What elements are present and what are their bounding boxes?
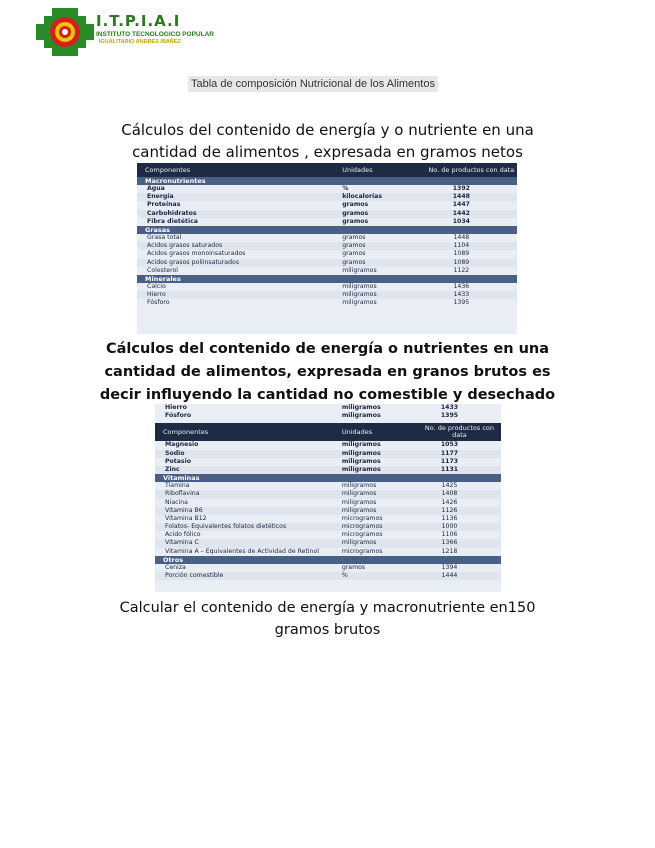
table-cell: 1447	[452, 201, 470, 209]
table-cell: 1395	[440, 412, 459, 420]
heading-line: gramos brutos	[274, 622, 381, 638]
table-row	[155, 531, 501, 539]
table-caption: Tabla de composición Nutricional de los Alimentos	[188, 76, 438, 92]
table-top-rows	[155, 404, 501, 420]
table-cell: 1394	[441, 563, 458, 571]
column-header: Componentes	[145, 166, 191, 174]
table-cell: Sodio	[165, 449, 185, 457]
nutrition-table-image-1	[137, 163, 517, 334]
logo-title: I.T.P.I.A.I	[96, 12, 181, 30]
table-cell: microgramos	[341, 523, 383, 531]
column-header: Componentes	[163, 428, 209, 437]
table-cell: miligramos	[341, 441, 381, 449]
heading-line: Calcular el contenido de energía y macronutriente en150	[119, 600, 536, 616]
table-cell: gramos	[342, 233, 366, 241]
table-cell: miligramos	[342, 282, 377, 290]
column-header: Unidades	[342, 166, 373, 174]
table-row	[155, 564, 501, 572]
table-cell: 1173	[440, 457, 459, 465]
table-cell: %	[341, 572, 348, 579]
column-header: No. de productos con data	[424, 424, 495, 440]
table-cell: gramos	[342, 258, 366, 266]
table-row	[137, 283, 517, 291]
heading-line: cantidad de alimentos , expresada en gramos netos	[132, 143, 523, 161]
table-row	[155, 572, 501, 580]
table-cell: gramos	[342, 250, 366, 258]
heading-line: decir influyendo la cantidad no comestible y desechado	[99, 387, 556, 403]
table-section-header: Grasas	[137, 226, 517, 234]
table-cell: gramos	[342, 201, 369, 209]
table-cell: 1053	[440, 441, 459, 449]
heading-net-grams	[0, 119, 655, 163]
table-cell: Agua	[147, 185, 165, 192]
table-section-header: Macronutrientes	[137, 177, 517, 185]
table-cell: 1408	[441, 490, 458, 498]
heading-line: Cálculos del contenido de energía y o nutriente en una	[121, 121, 534, 139]
table-body	[137, 177, 517, 307]
table-cell: miligramos	[341, 465, 381, 473]
table-cell: Calcio	[147, 282, 166, 290]
table-row	[137, 210, 517, 218]
table-cell: miligramos	[341, 449, 381, 457]
table-cell: miligramos	[341, 412, 381, 420]
table-body	[155, 441, 501, 580]
table-cell: Magnesio	[165, 441, 199, 449]
institute-logo-icon	[34, 6, 96, 58]
table-cell: 1136	[441, 514, 458, 522]
table-cell: 1426	[441, 498, 458, 506]
table-cell: Vitamina C	[165, 539, 199, 547]
table-cell: Ceniza	[165, 563, 186, 571]
table-cell: gramos	[341, 563, 366, 571]
table-cell: miligramos	[341, 498, 377, 506]
logo-subtitle: INSTITUTO TECNOLOGICO POPULAR	[96, 31, 214, 38]
table-cell: Energía	[147, 193, 174, 201]
table-cell: 1000	[441, 523, 458, 531]
table-cell: 1104	[453, 242, 470, 250]
table-row	[155, 539, 501, 547]
table-cell: 1442	[452, 209, 470, 217]
table-section-header: Vitaminas	[155, 474, 501, 482]
table-cell: Vitamina B6	[165, 506, 203, 514]
table-row	[137, 218, 517, 226]
table-cell: 1034	[452, 217, 470, 225]
table-row	[137, 185, 517, 193]
table-cell: gramos	[342, 209, 369, 217]
heading-line: cantidad de alimentos, expresada en granos brutos es	[104, 364, 551, 380]
table-cell: 1436	[453, 282, 470, 290]
column-header: No. de productos con data	[428, 165, 515, 174]
table-cell: 1366	[441, 539, 458, 547]
nutrition-table-image-2	[155, 404, 501, 592]
table-cell: 1089	[453, 250, 470, 258]
table-cell: Ácidos grasos monoinsaturados	[147, 250, 246, 258]
table-header	[155, 423, 501, 441]
table-cell: 1395	[453, 299, 470, 307]
table-row	[155, 499, 501, 507]
table-cell: Carbohidratos	[147, 209, 197, 217]
table-cell: Colesterol	[147, 266, 179, 274]
table-row	[155, 507, 501, 515]
heading-line: Cálculos del contenido de energía o nutrientes en una	[105, 341, 549, 357]
table-cell: Zinc	[165, 465, 180, 473]
table-cell: 1089	[453, 258, 470, 266]
table-row	[137, 193, 517, 201]
table-cell: gramos	[342, 242, 366, 250]
column-header: Unidades	[341, 428, 373, 437]
table-cell: 1425	[441, 482, 458, 490]
table-section-header: Otros	[155, 556, 501, 564]
table-row	[137, 242, 517, 250]
table-cell: Proteínas	[147, 201, 181, 209]
logo-text	[96, 12, 214, 45]
table-row	[155, 548, 501, 556]
table-cell: Riboflavina	[165, 490, 200, 498]
table-row	[155, 450, 501, 458]
table-row	[155, 441, 501, 449]
table-row	[155, 515, 501, 523]
table-row	[155, 412, 501, 420]
table-cell: Fósforo	[147, 299, 170, 307]
table-row	[155, 458, 501, 466]
table-cell: kilocalorías	[342, 193, 383, 201]
table-row	[137, 291, 517, 299]
table-cell: Fibra dietética	[147, 217, 198, 225]
table-cell: miligramos	[341, 490, 377, 498]
table-cell: Vitamina B12	[165, 514, 207, 522]
table-cell: miligramos	[341, 539, 377, 547]
table-row	[137, 267, 517, 275]
table-cell: Ácidos grasos saturados	[147, 242, 223, 250]
table-cell: Ácidos grasos poliinsaturados	[147, 258, 240, 266]
table-cell: Vitamina A – Equivalentes de Actividad de Retinol	[165, 547, 319, 555]
table-row	[155, 404, 501, 412]
table-cell: 1122	[453, 266, 470, 274]
table-cell: miligramos	[342, 266, 377, 274]
table-cell: %	[342, 185, 349, 192]
table-cell: Tiamina	[165, 482, 190, 490]
table-cell: miligramos	[342, 291, 377, 299]
table-row	[155, 490, 501, 498]
table-cell: Fósforo	[165, 412, 192, 420]
table-cell: gramos	[342, 217, 369, 225]
table-cell: 1126	[441, 506, 458, 514]
table-row	[137, 299, 517, 307]
table-cell: Porción comestible	[165, 572, 224, 579]
table-section-header: Minerales	[137, 275, 517, 283]
table-cell: 1131	[440, 465, 459, 473]
table-cell: Grasa total	[147, 233, 182, 241]
table-cell: Folatos- Equivalentes folatos dietéticos	[165, 523, 287, 531]
table-cell: Ácido fólico	[165, 531, 201, 539]
table-cell: 1433	[440, 404, 459, 411]
table-row	[137, 259, 517, 267]
table-cell: Hierro	[165, 404, 187, 411]
table-cell: Niacina	[165, 498, 188, 506]
table-cell: miligramos	[341, 457, 381, 465]
table-cell: 1218	[441, 547, 458, 555]
table-cell: Potasio	[165, 457, 191, 465]
table-cell: 1448	[452, 193, 470, 201]
table-cell: miligramos	[342, 299, 377, 307]
table-cell: miligramos	[341, 404, 381, 411]
table-cell: miligramos	[341, 506, 377, 514]
table-cell: 1448	[453, 233, 470, 241]
table-row	[137, 234, 517, 242]
logo-subtitle-2: IGUALITARIO ANDRES IBAÑEZ	[99, 39, 181, 45]
table-row	[155, 482, 501, 490]
table-row	[155, 466, 501, 474]
table-cell: 1444	[441, 572, 458, 579]
table-cell: microgramos	[341, 514, 383, 522]
table-cell: 1177	[440, 449, 459, 457]
table-cell: microgramos	[341, 547, 383, 555]
table-cell: miligramos	[341, 482, 377, 490]
table-cell: Hierro	[147, 291, 166, 299]
heading-gross-grams	[0, 338, 655, 407]
table-cell: 1106	[441, 531, 458, 539]
heading-calculate	[0, 597, 655, 641]
table-cell: 1392	[452, 185, 470, 192]
table-row	[137, 250, 517, 258]
table-row	[137, 201, 517, 209]
table-header	[137, 163, 517, 177]
table-row	[155, 523, 501, 531]
table-cell: 1433	[453, 291, 470, 299]
table-cell: microgramos	[341, 531, 383, 539]
